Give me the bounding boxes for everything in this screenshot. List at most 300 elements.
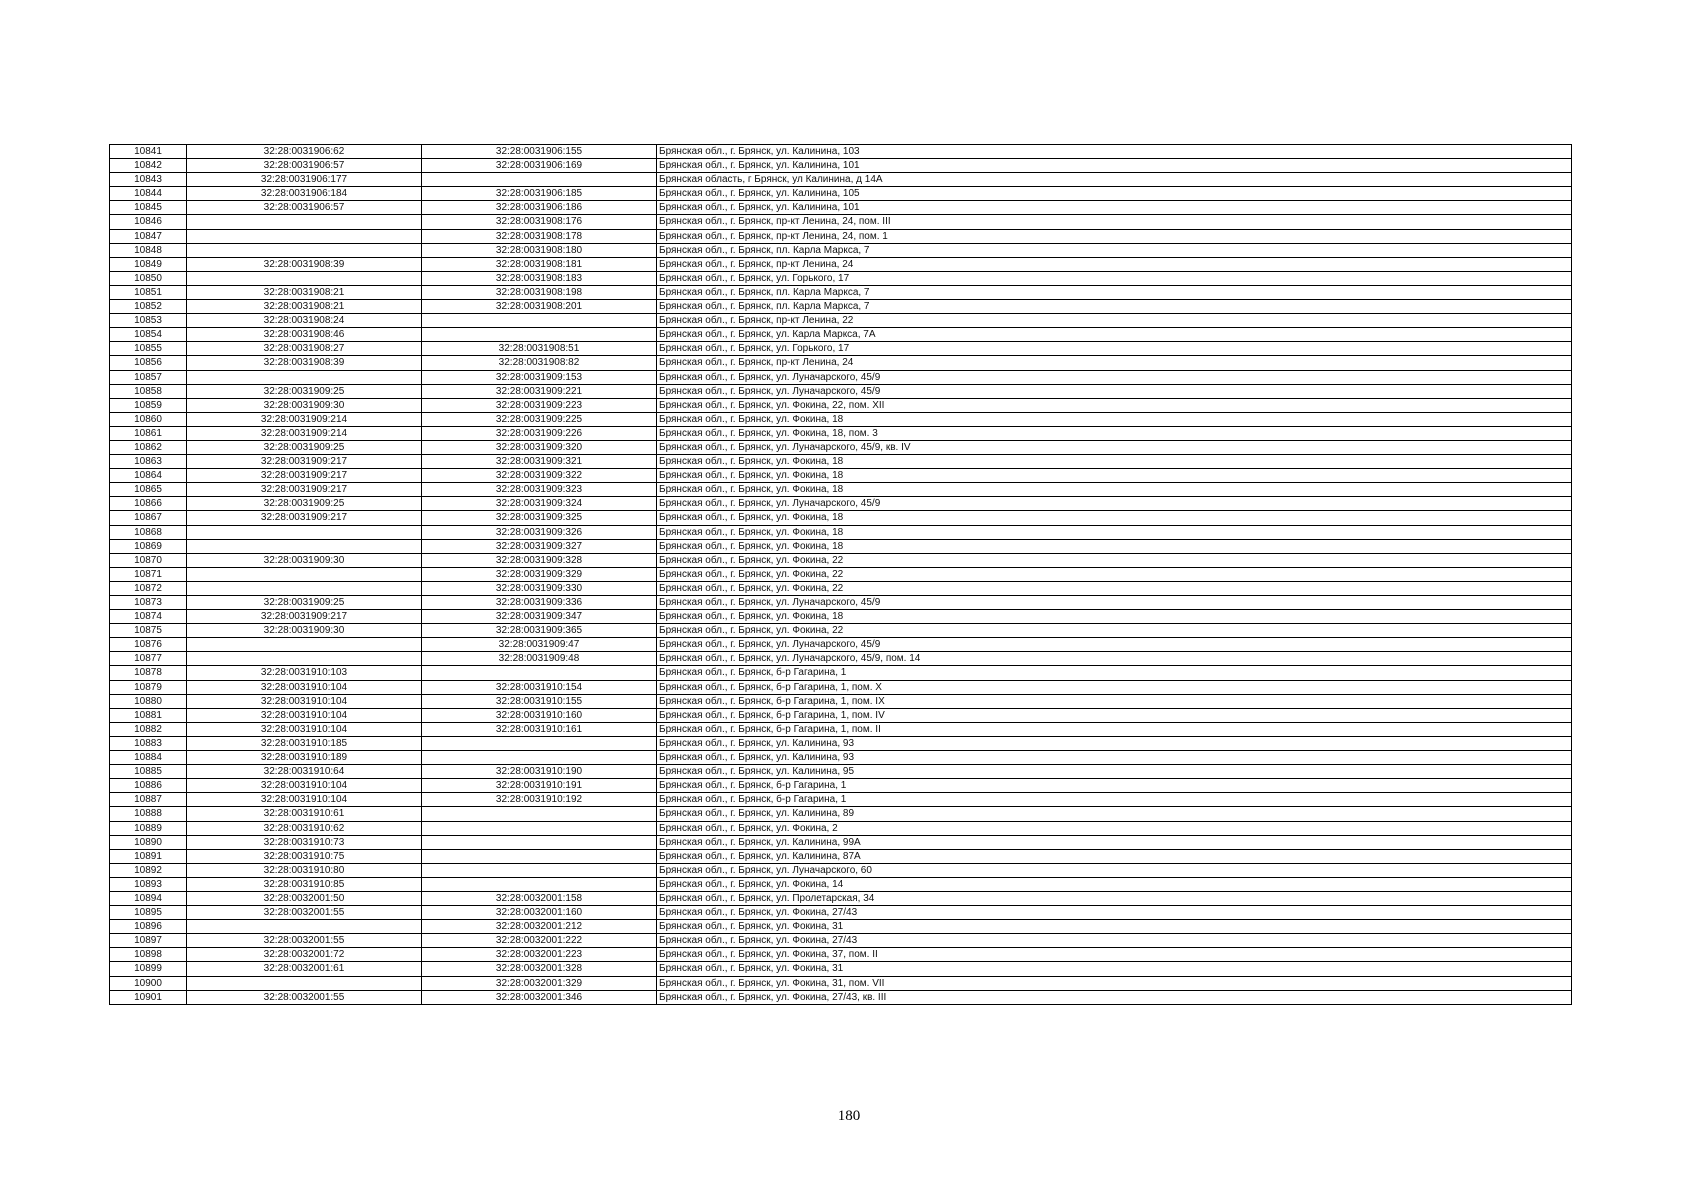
land-cadastral-number-cell xyxy=(187,243,422,257)
table-row xyxy=(110,976,1572,990)
row-number-cell: 10882 xyxy=(110,722,187,736)
table-row xyxy=(110,835,1572,849)
table-row xyxy=(110,863,1572,877)
row-number-cell: 10865 xyxy=(110,483,187,497)
land-cadastral-number-cell xyxy=(187,271,422,285)
row-number-cell: 10900 xyxy=(110,976,187,990)
address-cell: Брянская обл., г. Брянск, б-р Гагарина, 1, пом. IX xyxy=(657,694,1572,708)
table-body xyxy=(110,145,1572,1005)
cadastral-table xyxy=(109,144,1572,1005)
table-row xyxy=(110,680,1572,694)
address-cell: Брянская обл., г. Брянск, ул. Калинина, 89 xyxy=(657,807,1572,821)
object-cadastral-number-cell: 32:28:0031909:47 xyxy=(422,638,657,652)
row-number-cell: 10894 xyxy=(110,891,187,905)
address-cell: Брянская обл., г. Брянск, ул. Фокина, 31 xyxy=(657,920,1572,934)
row-number-cell: 10870 xyxy=(110,553,187,567)
row-number-cell: 10899 xyxy=(110,962,187,976)
object-cadastral-number-cell: 32:28:0031909:324 xyxy=(422,497,657,511)
table-row xyxy=(110,483,1572,497)
row-number-cell: 10876 xyxy=(110,638,187,652)
row-number-cell: 10878 xyxy=(110,666,187,680)
address-cell: Брянская обл., г. Брянск, ул. Луначарского, 45/9 xyxy=(657,596,1572,610)
table-row xyxy=(110,722,1572,736)
land-cadastral-number-cell xyxy=(187,370,422,384)
land-cadastral-number-cell: 32:28:0031910:104 xyxy=(187,680,422,694)
object-cadastral-number-cell: 32:28:0031909:329 xyxy=(422,567,657,581)
land-cadastral-number-cell xyxy=(187,525,422,539)
row-number-cell: 10869 xyxy=(110,539,187,553)
table-row xyxy=(110,821,1572,835)
table-row xyxy=(110,596,1572,610)
address-cell: Брянская обл., г. Брянск, пр-кт Ленина, 24 xyxy=(657,356,1572,370)
land-cadastral-number-cell: 32:28:0031910:85 xyxy=(187,877,422,891)
address-cell: Брянская обл., г. Брянск, б-р Гагарина, 1, пом. IV xyxy=(657,708,1572,722)
address-cell: Брянская обл., г. Брянск, ул. Фокина, 18 xyxy=(657,412,1572,426)
object-cadastral-number-cell xyxy=(422,863,657,877)
land-cadastral-number-cell: 32:28:0031906:62 xyxy=(187,145,422,159)
land-cadastral-number-cell: 32:28:0031910:104 xyxy=(187,694,422,708)
table-row xyxy=(110,793,1572,807)
row-number-cell: 10853 xyxy=(110,314,187,328)
row-number-cell: 10895 xyxy=(110,906,187,920)
land-cadastral-number-cell xyxy=(187,652,422,666)
row-number-cell: 10868 xyxy=(110,525,187,539)
row-number-cell: 10898 xyxy=(110,948,187,962)
row-number-cell: 10844 xyxy=(110,187,187,201)
row-number-cell: 10843 xyxy=(110,173,187,187)
address-cell: Брянская обл., г. Брянск, ул. Фокина, 18 xyxy=(657,539,1572,553)
row-number-cell: 10851 xyxy=(110,285,187,299)
row-number-cell: 10880 xyxy=(110,694,187,708)
row-number-cell: 10884 xyxy=(110,751,187,765)
table-row xyxy=(110,187,1572,201)
row-number-cell: 10886 xyxy=(110,779,187,793)
address-cell: Брянская обл., г. Брянск, ул. Фокина, 2 xyxy=(657,821,1572,835)
land-cadastral-number-cell: 32:28:0031909:217 xyxy=(187,511,422,525)
address-cell: Брянская обл., г. Брянск, ул. Фокина, 37, пом. II xyxy=(657,948,1572,962)
table-row xyxy=(110,370,1572,384)
object-cadastral-number-cell: 32:28:0031909:365 xyxy=(422,624,657,638)
object-cadastral-number-cell: 32:28:0032001:158 xyxy=(422,891,657,905)
table-row xyxy=(110,455,1572,469)
row-number-cell: 10858 xyxy=(110,384,187,398)
row-number-cell: 10863 xyxy=(110,455,187,469)
address-cell: Брянская обл., г. Брянск, ул. Луначарского, 45/9 xyxy=(657,497,1572,511)
address-cell: Брянская обл., г. Брянск, ул. Луначарского, 45/9 xyxy=(657,384,1572,398)
table-row xyxy=(110,426,1572,440)
object-cadastral-number-cell: 32:28:0031910:154 xyxy=(422,680,657,694)
address-cell: Брянская обл., г. Брянск, ул. Калинина, 101 xyxy=(657,201,1572,215)
land-cadastral-number-cell: 32:28:0031910:104 xyxy=(187,708,422,722)
table-row xyxy=(110,751,1572,765)
land-cadastral-number-cell: 32:28:0031909:217 xyxy=(187,483,422,497)
address-cell: Брянская обл., г. Брянск, ул. Калинина, 93 xyxy=(657,736,1572,750)
land-cadastral-number-cell: 32:28:0031908:24 xyxy=(187,314,422,328)
address-cell: Брянская обл., г. Брянск, ул. Фокина, 22, пом. XII xyxy=(657,398,1572,412)
address-cell: Брянская обл., г. Брянск, ул. Фокина, 18 xyxy=(657,455,1572,469)
land-cadastral-number-cell: 32:28:0031908:39 xyxy=(187,356,422,370)
table-row xyxy=(110,398,1572,412)
address-cell: Брянская обл., г. Брянск, ул. Калинина, 103 xyxy=(657,145,1572,159)
table-row xyxy=(110,779,1572,793)
row-number-cell: 10846 xyxy=(110,215,187,229)
object-cadastral-number-cell: 32:28:0031909:223 xyxy=(422,398,657,412)
object-cadastral-number-cell xyxy=(422,751,657,765)
table-row xyxy=(110,624,1572,638)
table-row xyxy=(110,497,1572,511)
row-number-cell: 10890 xyxy=(110,835,187,849)
object-cadastral-number-cell: 32:28:0031908:176 xyxy=(422,215,657,229)
row-number-cell: 10859 xyxy=(110,398,187,412)
table-row xyxy=(110,652,1572,666)
table-row xyxy=(110,145,1572,159)
row-number-cell: 10889 xyxy=(110,821,187,835)
address-cell: Брянская обл., г. Брянск, ул. Луначарского, 45/9 xyxy=(657,638,1572,652)
row-number-cell: 10893 xyxy=(110,877,187,891)
land-cadastral-number-cell: 32:28:0031909:30 xyxy=(187,398,422,412)
object-cadastral-number-cell: 32:28:0031909:325 xyxy=(422,511,657,525)
table-row xyxy=(110,666,1572,680)
land-cadastral-number-cell: 32:28:0031910:104 xyxy=(187,793,422,807)
address-cell: Брянская обл., г. Брянск, ул. Луначарского, 60 xyxy=(657,863,1572,877)
object-cadastral-number-cell: 32:28:0032001:222 xyxy=(422,934,657,948)
land-cadastral-number-cell: 32:28:0031910:64 xyxy=(187,765,422,779)
address-cell: Брянская обл., г. Брянск, ул. Калинина, 101 xyxy=(657,159,1572,173)
land-cadastral-number-cell: 32:28:0031910:104 xyxy=(187,722,422,736)
table-row xyxy=(110,300,1572,314)
object-cadastral-number-cell: 32:28:0032001:346 xyxy=(422,990,657,1004)
table-row xyxy=(110,567,1572,581)
row-number-cell: 10852 xyxy=(110,300,187,314)
address-cell: Брянская обл., г. Брянск, ул. Фокина, 31, пом. VII xyxy=(657,976,1572,990)
land-cadastral-number-cell: 32:28:0031908:39 xyxy=(187,257,422,271)
object-cadastral-number-cell: 32:28:0031909:328 xyxy=(422,553,657,567)
address-cell: Брянская обл., г. Брянск, ул. Калинина, 105 xyxy=(657,187,1572,201)
land-cadastral-number-cell: 32:28:0031909:25 xyxy=(187,384,422,398)
object-cadastral-number-cell: 32:28:0031910:190 xyxy=(422,765,657,779)
object-cadastral-number-cell: 32:28:0031908:178 xyxy=(422,229,657,243)
object-cadastral-number-cell: 32:28:0031908:180 xyxy=(422,243,657,257)
table-row xyxy=(110,328,1572,342)
object-cadastral-number-cell xyxy=(422,314,657,328)
address-cell: Брянская обл., г. Брянск, б-р Гагарина, 1 xyxy=(657,793,1572,807)
address-cell: Брянская обл., г. Брянск, ул. Калинина, 87А xyxy=(657,849,1572,863)
row-number-cell: 10848 xyxy=(110,243,187,257)
land-cadastral-number-cell: 32:28:0031909:25 xyxy=(187,596,422,610)
table-row xyxy=(110,285,1572,299)
address-cell: Брянская обл., г. Брянск, ул. Фокина, 14 xyxy=(657,877,1572,891)
address-cell: Брянская обл., г. Брянск, ул. Луначарского, 45/9, кв. IV xyxy=(657,440,1572,454)
land-cadastral-number-cell: 32:28:0031910:80 xyxy=(187,863,422,877)
object-cadastral-number-cell: 32:28:0031909:323 xyxy=(422,483,657,497)
object-cadastral-number-cell: 32:28:0031910:191 xyxy=(422,779,657,793)
object-cadastral-number-cell xyxy=(422,666,657,680)
table-row xyxy=(110,807,1572,821)
object-cadastral-number-cell: 32:28:0031909:330 xyxy=(422,581,657,595)
object-cadastral-number-cell: 32:28:0031909:347 xyxy=(422,610,657,624)
object-cadastral-number-cell: 32:28:0031909:48 xyxy=(422,652,657,666)
address-cell: Брянская обл., г. Брянск, пл. Карла Маркса, 7 xyxy=(657,285,1572,299)
address-cell: Брянская обл., г. Брянск, ул. Фокина, 22 xyxy=(657,553,1572,567)
address-cell: Брянская обл., г. Брянск, ул. Фокина, 18, пом. 3 xyxy=(657,426,1572,440)
address-cell: Брянская обл., г. Брянск, ул. Фокина, 18 xyxy=(657,483,1572,497)
table-row xyxy=(110,990,1572,1004)
table-row xyxy=(110,638,1572,652)
land-cadastral-number-cell xyxy=(187,539,422,553)
object-cadastral-number-cell: 32:28:0031906:186 xyxy=(422,201,657,215)
object-cadastral-number-cell: 32:28:0031909:226 xyxy=(422,426,657,440)
land-cadastral-number-cell: 32:28:0031906:57 xyxy=(187,201,422,215)
object-cadastral-number-cell: 32:28:0031908:198 xyxy=(422,285,657,299)
address-cell: Брянская обл., г. Брянск, б-р Гагарина, 1 xyxy=(657,779,1572,793)
land-cadastral-number-cell: 32:28:0032001:72 xyxy=(187,948,422,962)
row-number-cell: 10883 xyxy=(110,736,187,750)
page-number: 180 xyxy=(837,1108,861,1124)
land-cadastral-number-cell: 32:28:0032001:55 xyxy=(187,934,422,948)
land-cadastral-number-cell: 32:28:0031909:25 xyxy=(187,440,422,454)
table-row xyxy=(110,257,1572,271)
row-number-cell: 10891 xyxy=(110,849,187,863)
table-row xyxy=(110,891,1572,905)
object-cadastral-number-cell: 32:28:0032001:223 xyxy=(422,948,657,962)
address-cell: Брянская обл., г. Брянск, ул. Калинина, 93 xyxy=(657,751,1572,765)
address-cell: Брянская обл., г. Брянск, ул. Фокина, 31 xyxy=(657,962,1572,976)
address-cell: Брянская обл., г. Брянск, ул. Луначарского, 45/9, пом. 14 xyxy=(657,652,1572,666)
address-cell: Брянская обл., г. Брянск, ул. Луначарского, 45/9 xyxy=(657,370,1572,384)
object-cadastral-number-cell: 32:28:0031909:322 xyxy=(422,469,657,483)
land-cadastral-number-cell: 32:28:0031908:21 xyxy=(187,285,422,299)
row-number-cell: 10871 xyxy=(110,567,187,581)
land-cadastral-number-cell: 32:28:0031910:73 xyxy=(187,835,422,849)
table-row xyxy=(110,694,1572,708)
row-number-cell: 10888 xyxy=(110,807,187,821)
address-cell: Брянская обл., г. Брянск, ул. Фокина, 27/43, кв. III xyxy=(657,990,1572,1004)
object-cadastral-number-cell: 32:28:0032001:212 xyxy=(422,920,657,934)
land-cadastral-number-cell xyxy=(187,976,422,990)
address-cell: Брянская обл., г. Брянск, ул. Фокина, 22 xyxy=(657,567,1572,581)
row-number-cell: 10864 xyxy=(110,469,187,483)
row-number-cell: 10862 xyxy=(110,440,187,454)
address-cell: Брянская обл., г. Брянск, б-р Гагарина, 1 xyxy=(657,666,1572,680)
table-row xyxy=(110,610,1572,624)
address-cell: Брянская обл., г. Брянск, пр-кт Ленина, 22 xyxy=(657,314,1572,328)
row-number-cell: 10860 xyxy=(110,412,187,426)
table-row xyxy=(110,539,1572,553)
row-number-cell: 10873 xyxy=(110,596,187,610)
table-row xyxy=(110,412,1572,426)
row-number-cell: 10861 xyxy=(110,426,187,440)
object-cadastral-number-cell: 32:28:0031908:183 xyxy=(422,271,657,285)
table-row xyxy=(110,920,1572,934)
object-cadastral-number-cell: 32:28:0031908:181 xyxy=(422,257,657,271)
address-cell: Брянская обл., г. Брянск, б-р Гагарина, 1, пом. II xyxy=(657,722,1572,736)
object-cadastral-number-cell: 32:28:0031906:185 xyxy=(422,187,657,201)
row-number-cell: 10881 xyxy=(110,708,187,722)
object-cadastral-number-cell xyxy=(422,821,657,835)
object-cadastral-number-cell: 32:28:0031910:155 xyxy=(422,694,657,708)
land-cadastral-number-cell: 32:28:0031909:217 xyxy=(187,455,422,469)
object-cadastral-number-cell xyxy=(422,849,657,863)
object-cadastral-number-cell xyxy=(422,835,657,849)
land-cadastral-number-cell: 32:28:0031909:217 xyxy=(187,469,422,483)
table-row xyxy=(110,525,1572,539)
table-row xyxy=(110,440,1572,454)
address-cell: Брянская обл., г. Брянск, ул. Фокина, 18 xyxy=(657,511,1572,525)
table-row xyxy=(110,877,1572,891)
address-cell: Брянская обл., г. Брянск, ул. Фокина, 22 xyxy=(657,624,1572,638)
address-cell: Брянская обл., г. Брянск, ул. Горького, 17 xyxy=(657,342,1572,356)
address-cell: Брянская область, г Брянск, ул Калинина, д 14А xyxy=(657,173,1572,187)
address-cell: Брянская обл., г. Брянск, ул. Калинина, 99А xyxy=(657,835,1572,849)
row-number-cell: 10901 xyxy=(110,990,187,1004)
table-row xyxy=(110,765,1572,779)
address-cell: Брянская обл., г. Брянск, б-р Гагарина, 1, пом. X xyxy=(657,680,1572,694)
object-cadastral-number-cell: 32:28:0032001:160 xyxy=(422,906,657,920)
land-cadastral-number-cell xyxy=(187,567,422,581)
address-cell: Брянская обл., г. Брянск, ул. Фокина, 27/43 xyxy=(657,906,1572,920)
table-row xyxy=(110,553,1572,567)
object-cadastral-number-cell: 32:28:0031908:201 xyxy=(422,300,657,314)
land-cadastral-number-cell: 32:28:0031908:21 xyxy=(187,300,422,314)
row-number-cell: 10866 xyxy=(110,497,187,511)
object-cadastral-number-cell: 32:28:0031909:153 xyxy=(422,370,657,384)
address-cell: Брянская обл., г. Брянск, пр-кт Ленина, 24, пом. III xyxy=(657,215,1572,229)
row-number-cell: 10872 xyxy=(110,581,187,595)
row-number-cell: 10879 xyxy=(110,680,187,694)
object-cadastral-number-cell: 32:28:0031909:225 xyxy=(422,412,657,426)
land-cadastral-number-cell: 32:28:0031906:57 xyxy=(187,159,422,173)
land-cadastral-number-cell: 32:28:0031908:27 xyxy=(187,342,422,356)
object-cadastral-number-cell: 32:28:0031909:327 xyxy=(422,539,657,553)
address-cell: Брянская обл., г. Брянск, ул. Фокина, 18 xyxy=(657,525,1572,539)
address-cell: Брянская обл., г. Брянск, ул. Фокина, 18 xyxy=(657,610,1572,624)
table-row xyxy=(110,342,1572,356)
address-cell: Брянская обл., г. Брянск, ул. Фокина, 18 xyxy=(657,469,1572,483)
row-number-cell: 10867 xyxy=(110,511,187,525)
row-number-cell: 10885 xyxy=(110,765,187,779)
object-cadastral-number-cell: 32:28:0031909:321 xyxy=(422,455,657,469)
address-cell: Брянская обл., г. Брянск, пл. Карла Маркса, 7 xyxy=(657,243,1572,257)
row-number-cell: 10856 xyxy=(110,356,187,370)
address-cell: Брянская обл., г. Брянск, пл. Карла Маркса, 7 xyxy=(657,300,1572,314)
object-cadastral-number-cell xyxy=(422,328,657,342)
row-number-cell: 10877 xyxy=(110,652,187,666)
row-number-cell: 10849 xyxy=(110,257,187,271)
row-number-cell: 10854 xyxy=(110,328,187,342)
land-cadastral-number-cell: 32:28:0031910:61 xyxy=(187,807,422,821)
row-number-cell: 10874 xyxy=(110,610,187,624)
row-number-cell: 10875 xyxy=(110,624,187,638)
object-cadastral-number-cell: 32:28:0032001:328 xyxy=(422,962,657,976)
land-cadastral-number-cell: 32:28:0031910:75 xyxy=(187,849,422,863)
address-cell: Брянская обл., г. Брянск, ул. Фокина, 27/43 xyxy=(657,934,1572,948)
object-cadastral-number-cell xyxy=(422,877,657,891)
object-cadastral-number-cell: 32:28:0031910:160 xyxy=(422,708,657,722)
object-cadastral-number-cell: 32:28:0031910:192 xyxy=(422,793,657,807)
table-row xyxy=(110,356,1572,370)
object-cadastral-number-cell: 32:28:0031909:320 xyxy=(422,440,657,454)
land-cadastral-number-cell: 32:28:0031910:62 xyxy=(187,821,422,835)
row-number-cell: 10841 xyxy=(110,145,187,159)
land-cadastral-number-cell xyxy=(187,215,422,229)
table-row xyxy=(110,962,1572,976)
land-cadastral-number-cell xyxy=(187,920,422,934)
object-cadastral-number-cell: 32:28:0031909:336 xyxy=(422,596,657,610)
address-cell: Брянская обл., г. Брянск, пр-кт Ленина, 24, пом. 1 xyxy=(657,229,1572,243)
table-row xyxy=(110,948,1572,962)
land-cadastral-number-cell: 32:28:0031909:25 xyxy=(187,497,422,511)
row-number-cell: 10855 xyxy=(110,342,187,356)
table-row xyxy=(110,314,1572,328)
land-cadastral-number-cell: 32:28:0031909:214 xyxy=(187,412,422,426)
land-cadastral-number-cell xyxy=(187,581,422,595)
table-row xyxy=(110,229,1572,243)
address-cell: Брянская обл., г. Брянск, ул. Калинина, 95 xyxy=(657,765,1572,779)
table-row xyxy=(110,736,1572,750)
object-cadastral-number-cell: 32:28:0031909:221 xyxy=(422,384,657,398)
land-cadastral-number-cell: 32:28:0031908:46 xyxy=(187,328,422,342)
land-cadastral-number-cell: 32:28:0032001:61 xyxy=(187,962,422,976)
land-cadastral-number-cell: 32:28:0031910:103 xyxy=(187,666,422,680)
table-row xyxy=(110,243,1572,257)
land-cadastral-number-cell: 32:28:0031906:177 xyxy=(187,173,422,187)
table-row xyxy=(110,215,1572,229)
row-number-cell: 10892 xyxy=(110,863,187,877)
object-cadastral-number-cell: 32:28:0031908:51 xyxy=(422,342,657,356)
object-cadastral-number-cell: 32:28:0031910:161 xyxy=(422,722,657,736)
table-row xyxy=(110,173,1572,187)
table-row xyxy=(110,271,1572,285)
object-cadastral-number-cell: 32:28:0031908:82 xyxy=(422,356,657,370)
object-cadastral-number-cell xyxy=(422,173,657,187)
land-cadastral-number-cell: 32:28:0031909:30 xyxy=(187,624,422,638)
land-cadastral-number-cell: 32:28:0031909:214 xyxy=(187,426,422,440)
table-row xyxy=(110,906,1572,920)
land-cadastral-number-cell: 32:28:0031909:30 xyxy=(187,553,422,567)
land-cadastral-number-cell: 32:28:0031910:104 xyxy=(187,779,422,793)
table-row xyxy=(110,469,1572,483)
address-cell: Брянская обл., г. Брянск, ул. Горького, 17 xyxy=(657,271,1572,285)
land-cadastral-number-cell: 32:28:0032001:55 xyxy=(187,990,422,1004)
object-cadastral-number-cell: 32:28:0032001:329 xyxy=(422,976,657,990)
row-number-cell: 10887 xyxy=(110,793,187,807)
land-cadastral-number-cell: 32:28:0031910:185 xyxy=(187,736,422,750)
object-cadastral-number-cell xyxy=(422,736,657,750)
land-cadastral-number-cell: 32:28:0032001:55 xyxy=(187,906,422,920)
land-cadastral-number-cell: 32:28:0031910:189 xyxy=(187,751,422,765)
row-number-cell: 10842 xyxy=(110,159,187,173)
table-row xyxy=(110,708,1572,722)
address-cell: Брянская обл., г. Брянск, пр-кт Ленина, 24 xyxy=(657,257,1572,271)
land-cadastral-number-cell xyxy=(187,229,422,243)
land-cadastral-number-cell: 32:28:0031909:217 xyxy=(187,610,422,624)
row-number-cell: 10897 xyxy=(110,934,187,948)
address-cell: Брянская обл., г. Брянск, ул. Карла Маркса, 7А xyxy=(657,328,1572,342)
object-cadastral-number-cell xyxy=(422,807,657,821)
land-cadastral-number-cell xyxy=(187,638,422,652)
table-row xyxy=(110,201,1572,215)
table-row xyxy=(110,384,1572,398)
table-row xyxy=(110,159,1572,173)
address-cell: Брянская обл., г. Брянск, ул. Фокина, 22 xyxy=(657,581,1572,595)
table-row xyxy=(110,849,1572,863)
table-row xyxy=(110,581,1572,595)
table-row xyxy=(110,934,1572,948)
table-row xyxy=(110,511,1572,525)
row-number-cell: 10850 xyxy=(110,271,187,285)
land-cadastral-number-cell: 32:28:0031906:184 xyxy=(187,187,422,201)
object-cadastral-number-cell: 32:28:0031906:155 xyxy=(422,145,657,159)
